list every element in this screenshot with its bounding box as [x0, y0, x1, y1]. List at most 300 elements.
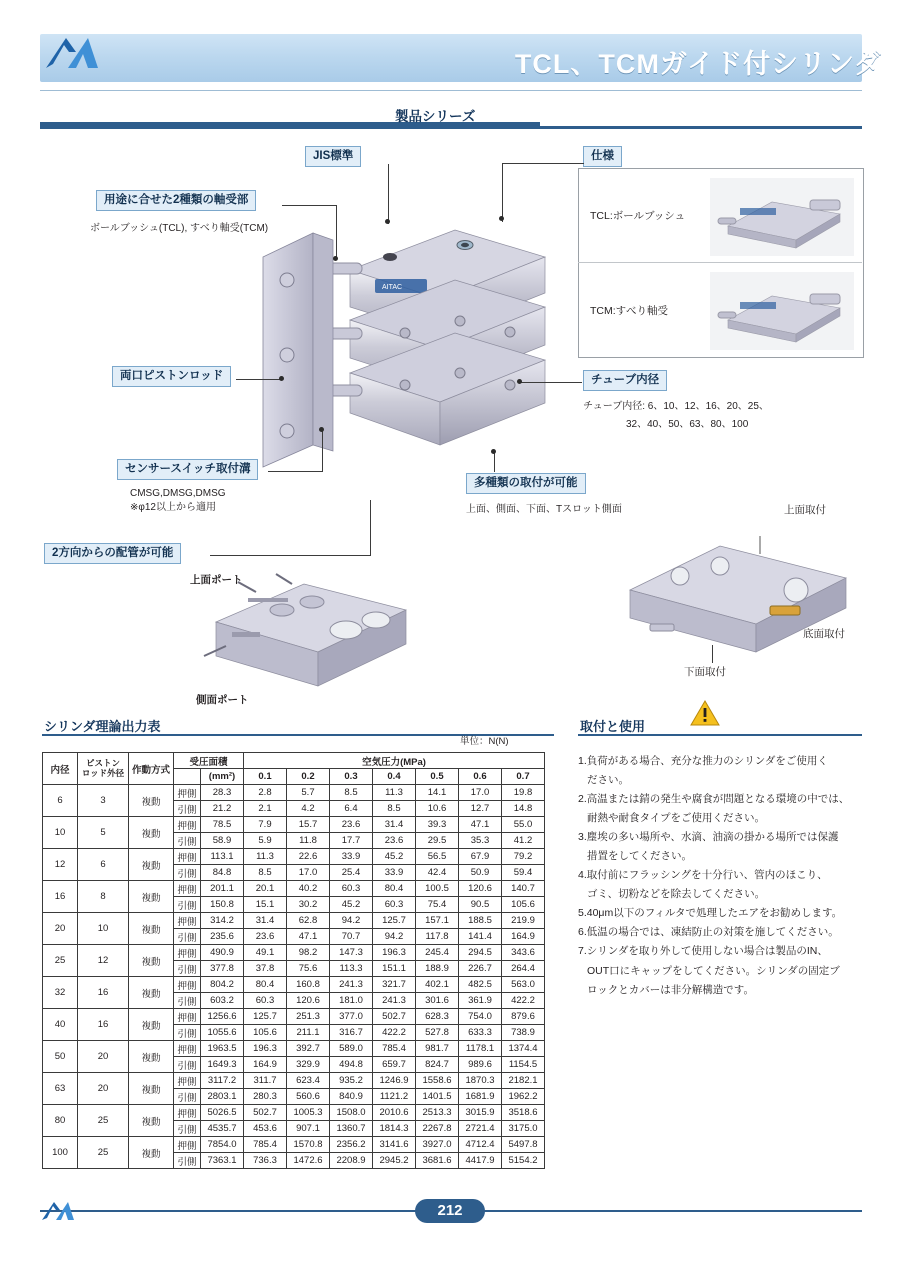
table-section-title: シリンダ理論出力表 — [44, 719, 161, 734]
usage-note-line: 6.低温の場合では、凍結防止の対策を施してください。 — [578, 926, 839, 939]
cell-push-p1: 785.4 — [244, 1137, 287, 1153]
cell-push-p6: 4712.4 — [459, 1137, 502, 1153]
table-row — [43, 977, 545, 993]
cell-dir-push: 押側 — [174, 1009, 201, 1025]
cell-push-p2: 15.7 — [287, 817, 330, 833]
callout-double-rod: 両口ピストンロッド — [112, 366, 231, 387]
cell-rod: 10 — [78, 913, 129, 945]
th-p03: 0.3 — [330, 769, 373, 785]
cylinder-main-illustration — [255, 195, 555, 500]
cell-push-p3: 23.6 — [330, 817, 373, 833]
cell-push-p6: 188.5 — [459, 913, 502, 929]
cell-pull-p2: 47.1 — [287, 929, 330, 945]
cell-pull-p6: 361.9 — [459, 993, 502, 1009]
leader-bearing — [282, 205, 336, 206]
cell-dir-push: 押側 — [174, 849, 201, 865]
mounting-illustration — [610, 520, 870, 670]
tcl-product-photo — [710, 178, 854, 256]
cell-push-p7: 79.2 — [502, 849, 545, 865]
usage-note-line: 1.負荷がある場合、充分な推力のシリンダをご使用く — [578, 755, 828, 767]
cell-push-p6: 294.5 — [459, 945, 502, 961]
cell-push-p4: 785.4 — [373, 1041, 416, 1057]
cell-pull-p3: 17.7 — [330, 833, 373, 849]
cell-action: 複動 — [129, 1073, 174, 1105]
cell-area-pull: 235.6 — [201, 929, 244, 945]
cell-pull-p4: 1121.2 — [373, 1089, 416, 1105]
leader-dot-mounting — [491, 449, 496, 454]
cell-area-pull: 84.8 — [201, 865, 244, 881]
cell-push-p4: 80.4 — [373, 881, 416, 897]
cell-pull-p4: 94.2 — [373, 929, 416, 945]
cell-push-p7: 140.7 — [502, 881, 545, 897]
cell-push-p6: 1870.3 — [459, 1073, 502, 1089]
th-p05: 0.5 — [416, 769, 459, 785]
label-side-port: 側面ポート — [196, 694, 249, 706]
cell-area-push: 78.5 — [201, 817, 244, 833]
cell-push-p5: 402.1 — [416, 977, 459, 993]
cell-push-p4: 45.2 — [373, 849, 416, 865]
table-row — [43, 913, 545, 929]
cell-pull-p2: 4.2 — [287, 801, 330, 817]
cell-pull-p1: 23.6 — [244, 929, 287, 945]
cell-push-p2: 22.6 — [287, 849, 330, 865]
cell-pull-p6: 35.3 — [459, 833, 502, 849]
cell-pull-p1: 5.9 — [244, 833, 287, 849]
cell-area-pull: 7363.1 — [201, 1153, 244, 1169]
leader-spec-h — [502, 163, 584, 164]
leader-dot-tube-bore — [517, 379, 522, 384]
cell-bore: 40 — [43, 1009, 78, 1041]
cell-bore: 25 — [43, 945, 78, 977]
cell-pull-p5: 29.5 — [416, 833, 459, 849]
leader-tube-bore — [520, 382, 582, 383]
callout-bearing: 用途に合せた2種類の軸受部 — [96, 190, 256, 211]
cell-pull-p1: 736.3 — [244, 1153, 287, 1169]
cell-dir-push: 押側 — [174, 1105, 201, 1121]
cell-pull-p5: 824.7 — [416, 1057, 459, 1073]
cell-push-p1: 2.8 — [244, 785, 287, 801]
cell-dir-pull: 引側 — [174, 1057, 201, 1073]
cell-pull-p7: 3175.0 — [502, 1121, 545, 1137]
cell-bore: 100 — [43, 1137, 78, 1169]
cell-pull-p3: 6.4 — [330, 801, 373, 817]
cell-dir-push: 押側 — [174, 913, 201, 929]
cell-pull-p1: 37.8 — [244, 961, 287, 977]
cell-dir-push: 押側 — [174, 1073, 201, 1089]
cell-push-p7: 19.8 — [502, 785, 545, 801]
th-p04: 0.4 — [373, 769, 416, 785]
cell-pull-p6: 989.6 — [459, 1057, 502, 1073]
table-row — [43, 1041, 545, 1057]
cell-rod: 20 — [78, 1041, 129, 1073]
table-row — [43, 1105, 545, 1121]
cell-pull-p6: 141.4 — [459, 929, 502, 945]
th-p02: 0.2 — [287, 769, 330, 785]
cell-pull-p6: 4417.9 — [459, 1153, 502, 1169]
cell-push-p4: 31.4 — [373, 817, 416, 833]
cell-push-p6: 1178.1 — [459, 1041, 502, 1057]
cell-push-p1: 125.7 — [244, 1009, 287, 1025]
cell-dir-pull: 引側 — [174, 1153, 201, 1169]
cell-push-p5: 14.1 — [416, 785, 459, 801]
cell-push-p4: 3141.6 — [373, 1137, 416, 1153]
cell-area-pull: 377.8 — [201, 961, 244, 977]
cell-pull-p5: 2267.8 — [416, 1121, 459, 1137]
cell-pull-p5: 10.6 — [416, 801, 459, 817]
cell-pull-p5: 117.8 — [416, 929, 459, 945]
cell-pull-p5: 3681.6 — [416, 1153, 459, 1169]
usage-note-line: ださい。 — [587, 774, 629, 787]
cell-pull-p4: 659.7 — [373, 1057, 416, 1073]
cell-pull-p6: 1681.9 — [459, 1089, 502, 1105]
cell-area-pull: 603.2 — [201, 993, 244, 1009]
table-row — [43, 1073, 545, 1089]
label-bottom-face-mount: 底面取付 — [803, 628, 845, 640]
page-number: 212 — [415, 1199, 485, 1223]
cell-pull-p2: 17.0 — [287, 865, 330, 881]
callout-spec: 仕様 — [583, 146, 622, 167]
cell-pull-p2: 120.6 — [287, 993, 330, 1009]
cell-push-p6: 67.9 — [459, 849, 502, 865]
cell-pull-p4: 1814.3 — [373, 1121, 416, 1137]
cell-pull-p2: 907.1 — [287, 1121, 330, 1137]
usage-note-line: ゴミ、切粉などを除去してください。 — [587, 888, 766, 901]
cell-push-p1: 20.1 — [244, 881, 287, 897]
cell-bore: 50 — [43, 1041, 78, 1073]
spec-box-divider — [578, 262, 862, 263]
label-top-mount: 上面取付 — [784, 504, 826, 516]
cell-pull-p2: 11.8 — [287, 833, 330, 849]
cell-push-p3: 147.3 — [330, 945, 373, 961]
cell-action: 複動 — [129, 977, 174, 1009]
cell-push-p7: 3518.6 — [502, 1105, 545, 1121]
callout-sensor-sub2: ※φ12以上から適用 — [130, 502, 216, 513]
cell-push-p1: 80.4 — [244, 977, 287, 993]
callout-sensor-groove: センサースイッチ取付溝 — [117, 459, 258, 480]
leader-under-mount — [712, 645, 713, 663]
cell-pull-p6: 633.3 — [459, 1025, 502, 1041]
cell-pull-p1: 8.5 — [244, 865, 287, 881]
callout-sensor-sub1: CMSG,DMSG,DMSG — [130, 488, 226, 499]
cell-dir-push: 押側 — [174, 817, 201, 833]
cell-pull-p7: 105.6 — [502, 897, 545, 913]
th-p01: 0.1 — [244, 769, 287, 785]
cell-bore: 32 — [43, 977, 78, 1009]
cell-push-p4: 125.7 — [373, 913, 416, 929]
cell-push-p6: 3015.9 — [459, 1105, 502, 1121]
cell-push-p1: 49.1 — [244, 945, 287, 961]
cell-push-p5: 100.5 — [416, 881, 459, 897]
cell-bore: 10 — [43, 817, 78, 849]
cell-push-p3: 8.5 — [330, 785, 373, 801]
cell-push-p3: 60.3 — [330, 881, 373, 897]
cell-bore: 80 — [43, 1105, 78, 1137]
svg-text:AITAC: AITAC — [382, 284, 403, 291]
cell-action: 複動 — [129, 817, 174, 849]
cell-area-push: 7854.0 — [201, 1137, 244, 1153]
cell-dir-push: 押側 — [174, 945, 201, 961]
cell-push-p2: 623.4 — [287, 1073, 330, 1089]
cell-pull-p4: 60.3 — [373, 897, 416, 913]
leader-piping — [210, 555, 370, 556]
cell-pull-p4: 151.1 — [373, 961, 416, 977]
cell-push-p1: 502.7 — [244, 1105, 287, 1121]
cell-dir-pull: 引側 — [174, 801, 201, 817]
cell-area-push: 490.9 — [201, 945, 244, 961]
table-row — [43, 1009, 545, 1025]
th-dir — [174, 769, 201, 785]
cell-rod: 6 — [78, 849, 129, 881]
cell-area-pull: 150.8 — [201, 897, 244, 913]
cell-action: 複動 — [129, 1137, 174, 1169]
cell-dir-push: 押側 — [174, 881, 201, 897]
cell-area-push: 1256.6 — [201, 1009, 244, 1025]
cell-bore: 16 — [43, 881, 78, 913]
cell-push-p4: 502.7 — [373, 1009, 416, 1025]
cell-pull-p7: 422.2 — [502, 993, 545, 1009]
cell-push-p7: 5497.8 — [502, 1137, 545, 1153]
cell-push-p5: 56.5 — [416, 849, 459, 865]
cell-rod: 16 — [78, 1009, 129, 1041]
cell-pull-p1: 15.1 — [244, 897, 287, 913]
cell-pull-p7: 59.4 — [502, 865, 545, 881]
spec-row-1-label: TCL:ボールブッシュ — [590, 210, 686, 222]
cell-push-p4: 321.7 — [373, 977, 416, 993]
series-title: 製品シリーズ — [395, 109, 476, 124]
usage-note-line: 措置をしてください。 — [587, 850, 692, 863]
cell-dir-pull: 引側 — [174, 1025, 201, 1041]
table-row — [43, 849, 545, 865]
cell-pull-p5: 527.8 — [416, 1025, 459, 1041]
cell-pull-p3: 70.7 — [330, 929, 373, 945]
cell-area-pull: 21.2 — [201, 801, 244, 817]
theoretical-output-table — [42, 752, 545, 1169]
callout-jis: JIS標準 — [305, 146, 361, 167]
cell-push-p1: 311.7 — [244, 1073, 287, 1089]
table-row — [43, 1137, 545, 1153]
cell-dir-pull: 引側 — [174, 865, 201, 881]
cell-push-p3: 94.2 — [330, 913, 373, 929]
leader-sensor — [268, 471, 322, 472]
footer-logo-icon — [40, 1199, 82, 1223]
cell-dir-pull: 引側 — [174, 1121, 201, 1137]
cell-push-p2: 251.3 — [287, 1009, 330, 1025]
page-title: TCL、TCMガイド付シリンダ — [514, 49, 882, 79]
cell-pull-p7: 738.9 — [502, 1025, 545, 1041]
cell-action: 複動 — [129, 913, 174, 945]
cell-push-p7: 563.0 — [502, 977, 545, 993]
cell-pull-p5: 301.6 — [416, 993, 459, 1009]
cell-bore: 12 — [43, 849, 78, 881]
cell-action: 複動 — [129, 1009, 174, 1041]
callout-mounting: 多種類の取付が可能 — [466, 473, 586, 494]
usage-notes — [578, 752, 868, 1000]
th-area: 受圧面積 — [174, 753, 244, 769]
cell-pull-p7: 1962.2 — [502, 1089, 545, 1105]
cell-pull-p7: 41.2 — [502, 833, 545, 849]
cell-area-push: 3117.2 — [201, 1073, 244, 1089]
cell-pull-p4: 241.3 — [373, 993, 416, 1009]
cell-push-p3: 377.0 — [330, 1009, 373, 1025]
cell-pull-p5: 75.4 — [416, 897, 459, 913]
cell-pull-p3: 494.8 — [330, 1057, 373, 1073]
cell-dir-pull: 引側 — [174, 897, 201, 913]
spec-row-2-label: TCM:すべり軸受 — [590, 305, 668, 317]
usage-note-line: OUT口にキャップをしてください。シリンダの固定ブ — [587, 964, 840, 977]
cell-push-p3: 2356.2 — [330, 1137, 373, 1153]
cell-push-p1: 196.3 — [244, 1041, 287, 1057]
table-row — [43, 881, 545, 897]
cell-pull-p5: 1401.5 — [416, 1089, 459, 1105]
th-area-unit: (mm²) — [201, 769, 244, 785]
cell-dir-pull: 引側 — [174, 993, 201, 1009]
cell-pull-p4: 8.5 — [373, 801, 416, 817]
cell-push-p5: 39.3 — [416, 817, 459, 833]
label-under-mount: 下面取付 — [684, 666, 726, 678]
cell-push-p1: 11.3 — [244, 849, 287, 865]
cell-push-p5: 157.1 — [416, 913, 459, 929]
cell-rod: 3 — [78, 785, 129, 817]
usage-note-line: 2.高温または錆の発生や腐食が問題となる環境の中では、 — [578, 793, 850, 806]
cell-dir-push: 押側 — [174, 1041, 201, 1057]
cell-push-p7: 55.0 — [502, 817, 545, 833]
cell-push-p7: 343.6 — [502, 945, 545, 961]
th-action: 作動方式 — [129, 753, 174, 785]
cell-pull-p1: 453.6 — [244, 1121, 287, 1137]
cell-push-p5: 628.3 — [416, 1009, 459, 1025]
cell-push-p2: 40.2 — [287, 881, 330, 897]
cell-pull-p1: 60.3 — [244, 993, 287, 1009]
cell-pull-p2: 329.9 — [287, 1057, 330, 1073]
cell-push-p2: 1570.8 — [287, 1137, 330, 1153]
cell-push-p7: 219.9 — [502, 913, 545, 929]
cell-push-p6: 482.5 — [459, 977, 502, 993]
cell-area-pull: 1649.3 — [201, 1057, 244, 1073]
cell-pull-p7: 264.4 — [502, 961, 545, 977]
cell-push-p4: 1246.9 — [373, 1073, 416, 1089]
cell-area-push: 314.2 — [201, 913, 244, 929]
cell-push-p4: 196.3 — [373, 945, 416, 961]
cell-area-push: 201.1 — [201, 881, 244, 897]
cell-push-p1: 31.4 — [244, 913, 287, 929]
cell-area-pull: 4535.7 — [201, 1121, 244, 1137]
cell-pull-p7: 14.8 — [502, 801, 545, 817]
usage-note-line: 7.シリンダを取り外して使用しない場合は製品のIN、 — [578, 945, 828, 958]
cell-rod: 25 — [78, 1105, 129, 1137]
cell-area-push: 5026.5 — [201, 1105, 244, 1121]
table-row — [43, 945, 545, 961]
cell-push-p2: 160.8 — [287, 977, 330, 993]
callout-piping: 2方向からの配管が可能 — [44, 543, 181, 564]
cell-action: 複動 — [129, 849, 174, 881]
cell-pull-p2: 560.6 — [287, 1089, 330, 1105]
cell-area-pull: 2803.1 — [201, 1089, 244, 1105]
cell-pull-p3: 181.0 — [330, 993, 373, 1009]
cell-pull-p2: 30.2 — [287, 897, 330, 913]
cell-pull-p1: 280.3 — [244, 1089, 287, 1105]
piping-illustration — [196, 570, 416, 695]
usage-note-line: 4.取付前にフラッシングを十分行い、管内のほこり、 — [578, 869, 828, 882]
label-top-port: 上面ポート — [190, 574, 243, 586]
cell-dir-pull: 引側 — [174, 1089, 201, 1105]
cell-pull-p6: 2721.4 — [459, 1121, 502, 1137]
cell-push-p5: 245.4 — [416, 945, 459, 961]
cell-pull-p3: 1360.7 — [330, 1121, 373, 1137]
cell-push-p2: 98.2 — [287, 945, 330, 961]
cell-rod: 5 — [78, 817, 129, 849]
cell-pull-p6: 226.7 — [459, 961, 502, 977]
cell-pull-p6: 50.9 — [459, 865, 502, 881]
table-unit-note: 単位：N(N) — [460, 736, 509, 747]
cell-action: 複動 — [129, 1105, 174, 1137]
cell-pull-p4: 422.2 — [373, 1025, 416, 1041]
cell-push-p7: 879.6 — [502, 1009, 545, 1025]
cell-area-push: 28.3 — [201, 785, 244, 801]
cell-pull-p3: 840.9 — [330, 1089, 373, 1105]
cell-push-p1: 7.9 — [244, 817, 287, 833]
leader-dot-bearing — [333, 256, 338, 261]
cell-pull-p3: 316.7 — [330, 1025, 373, 1041]
cell-pull-p7: 5154.2 — [502, 1153, 545, 1169]
usage-note-line: ロックとカバーは非分解構造です。 — [587, 983, 754, 996]
cell-push-p7: 2182.1 — [502, 1073, 545, 1089]
leader-piping-v — [370, 500, 371, 556]
cell-rod: 16 — [78, 977, 129, 1009]
th-p06: 0.6 — [459, 769, 502, 785]
leader-bearing-v — [336, 205, 337, 260]
leader-spec — [502, 164, 503, 222]
cell-dir-pull: 引側 — [174, 929, 201, 945]
cell-push-p6: 754.0 — [459, 1009, 502, 1025]
cell-push-p5: 981.7 — [416, 1041, 459, 1057]
cell-rod: 8 — [78, 881, 129, 913]
cell-pull-p7: 164.9 — [502, 929, 545, 945]
th-bore: 内径 — [43, 753, 78, 785]
cell-pull-p6: 12.7 — [459, 801, 502, 817]
cell-push-p7: 1374.4 — [502, 1041, 545, 1057]
cell-action: 複動 — [129, 945, 174, 977]
cell-pull-p5: 188.9 — [416, 961, 459, 977]
cell-action: 複動 — [129, 1041, 174, 1073]
cell-pull-p3: 113.3 — [330, 961, 373, 977]
leader-mounting-v — [494, 452, 495, 472]
cell-rod: 20 — [78, 1073, 129, 1105]
callout-tube-bore-sub1: チューブ内径: 6、10、12、16、20、25、 — [583, 401, 769, 412]
cell-dir-pull: 引側 — [174, 833, 201, 849]
cell-area-push: 113.1 — [201, 849, 244, 865]
warning-triangle-icon — [690, 700, 720, 726]
table-header-row-1 — [43, 753, 545, 769]
cell-pull-p4: 2945.2 — [373, 1153, 416, 1169]
cell-push-p3: 1508.0 — [330, 1105, 373, 1121]
cell-area-pull: 58.9 — [201, 833, 244, 849]
leader-dot-sensor — [319, 427, 324, 432]
cell-push-p2: 62.8 — [287, 913, 330, 929]
cell-pull-p1: 2.1 — [244, 801, 287, 817]
cell-area-pull: 1055.6 — [201, 1025, 244, 1041]
callout-tube-bore-sub2: 32、40、50、63、80、100 — [626, 419, 749, 430]
cell-bore: 63 — [43, 1073, 78, 1105]
cell-pull-p1: 105.6 — [244, 1025, 287, 1041]
table-row — [43, 817, 545, 833]
cell-push-p6: 17.0 — [459, 785, 502, 801]
cell-area-push: 1963.5 — [201, 1041, 244, 1057]
cell-pull-p4: 33.9 — [373, 865, 416, 881]
cell-bore: 20 — [43, 913, 78, 945]
cell-push-p5: 2513.3 — [416, 1105, 459, 1121]
usage-section-title: 取付と使用 — [580, 719, 646, 734]
cell-pull-p3: 25.4 — [330, 865, 373, 881]
